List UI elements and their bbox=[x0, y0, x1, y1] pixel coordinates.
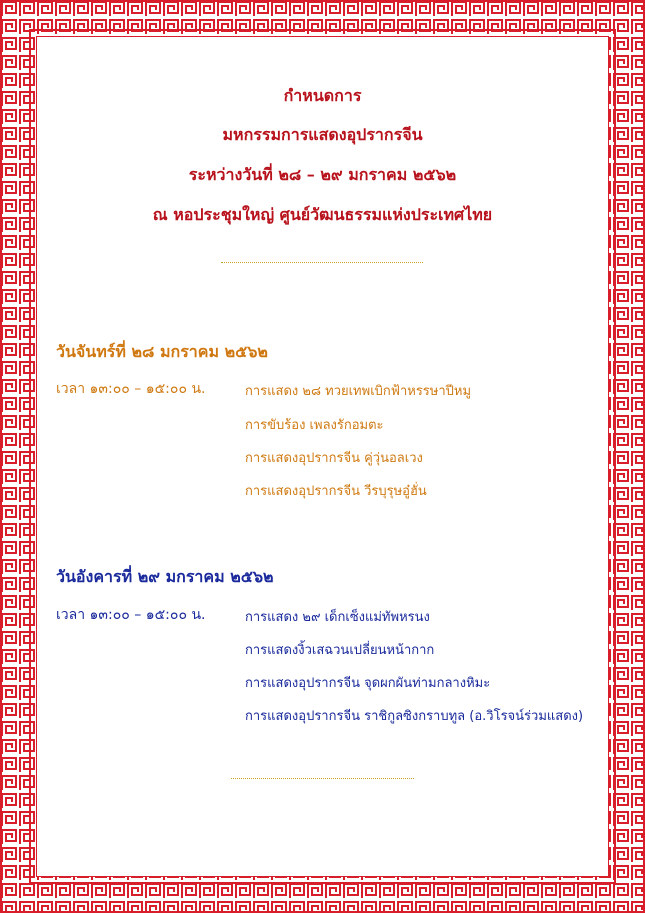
day1-item: การขับร้อง เพลงรักอมตะ bbox=[245, 418, 384, 433]
header-line-2: มหกรรมการแสดงอุปรากรจีน bbox=[222, 125, 423, 144]
day2-item: การแสดงงิ้วเสฉวนเปลี่ยนหน้ากาก bbox=[245, 643, 435, 658]
day2-item: การแสดง ๒๙ เด็กเซ็งแม่ทัพหรนง bbox=[245, 610, 430, 625]
header-line-1: กำหนดการ bbox=[283, 86, 362, 105]
day2-time: เวลา ๑๓:๐๐ – ๑๕:๐๐ น. bbox=[56, 607, 206, 623]
day1-item: การแสดงอุปรากรจีน คู่วุ่นอลเวง bbox=[245, 451, 423, 466]
header-line-3: ระหว่างวันที่ ๒๘ – ๒๙ มกราคม ๒๕๖๒ bbox=[188, 165, 457, 184]
day1-title: วันจันทร์ที่ ๒๘ มกราคม ๒๕๖๒ bbox=[56, 342, 268, 361]
divider-bottom bbox=[231, 778, 414, 779]
day2-item: การแสดงอุปรากรจีน จุดผกผันท่ามกลางหิมะ bbox=[245, 676, 491, 691]
header-line-4: ณ หอประชุมใหญ่ ศูนย์วัฒนธรรมแห่งประเทศไทย bbox=[152, 205, 493, 224]
divider-top bbox=[221, 262, 423, 263]
day1-item: การแสดงอุปรากรจีน วีรบุรุษอู๋ฮั่น bbox=[245, 484, 427, 499]
day2-item: การแสดงอุปรากรจีน ราชิกูลซิงกราบทูล (อ.วิโรจน์ร่วมแสดง) bbox=[245, 709, 584, 724]
day1-item: การแสดง ๒๘ ทวยเทพเบิกฟ้าหรรษาปีหมู bbox=[245, 384, 472, 399]
day1-time: เวลา ๑๓:๐๐ – ๑๕:๐๐ น. bbox=[56, 381, 206, 397]
day2-title: วันอังคารที่ ๒๙ มกราคม ๒๕๖๒ bbox=[56, 567, 274, 586]
